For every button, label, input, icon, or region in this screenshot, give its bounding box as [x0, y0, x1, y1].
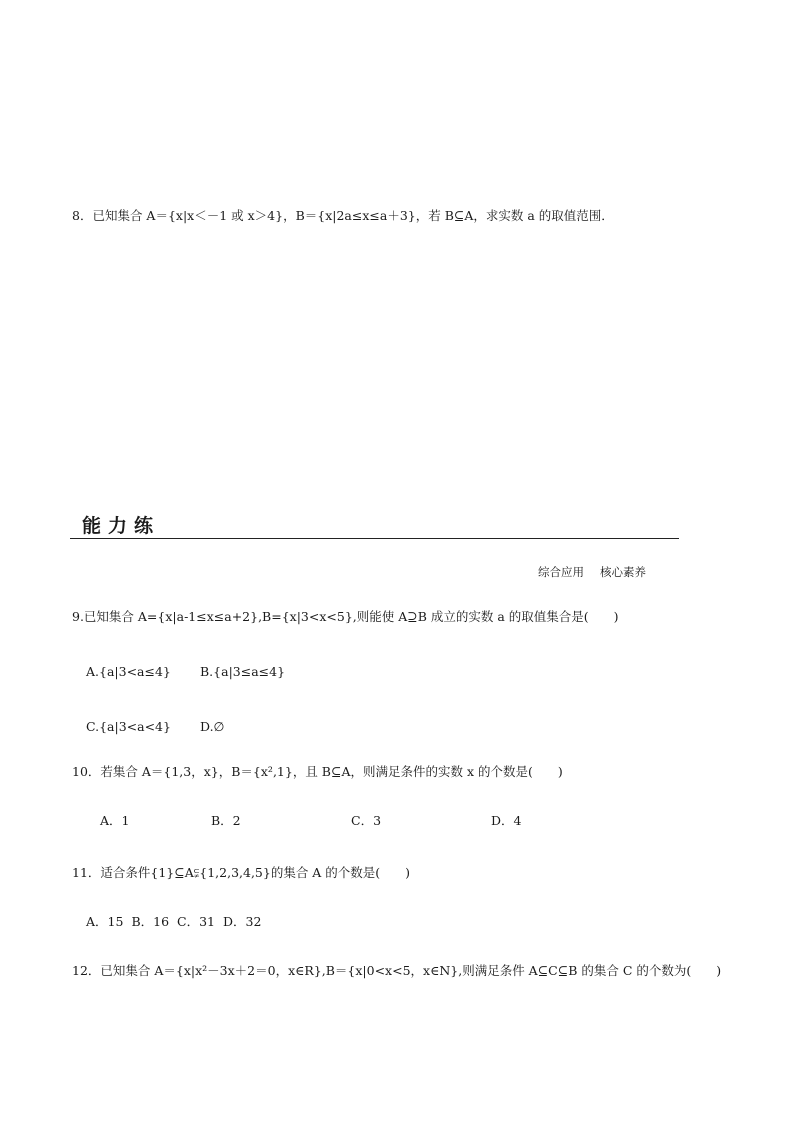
q9-option-d: D.∅ [200, 719, 225, 734]
q10-option-d: D．4 [491, 813, 522, 828]
q10-option-c: C．3 [351, 813, 382, 828]
question-12-stem: 12．已知集合 A＝{x|x²－3x＋2＝0，x∈R},B＝{x|0<x<5，x∈N},则满足条件 A⊆C⊆B 的集合 C 的个数为( ) [72, 963, 722, 978]
q9-option-b: B.{a|3≤a≤4} [200, 664, 286, 679]
q11-option-d: D．32 [223, 914, 262, 929]
q11-option-c: C．31 [177, 914, 216, 929]
question-10-stem: 10．若集合 A＝{1,3，x}，B＝{x²,1}，且 B⊆A，则满足条件的实数 x 的个数是( ) [72, 764, 563, 779]
section-divider [70, 538, 679, 539]
question-9-stem: 9.已知集合 A={x|a-1≤x≤a+2},B={x|3<x<5},则能使 A⊇B 成立的实数 a 的取值集合是( ) [72, 609, 619, 624]
tag-comprehensive-application: 综合应用 [538, 565, 584, 579]
section-heading: 能力练 [82, 515, 161, 537]
q9-option-a: A.{a|3<a≤4} [86, 664, 171, 679]
q11-option-a: A．15 [86, 914, 124, 929]
question-10-options [100, 813, 631, 829]
q10-option-a: A．1 [100, 813, 130, 828]
question-8: 8．已知集合 A＝{x|x＜－1 或 x＞4}，B＝{x|2a≤x≤a＋3}，若 B⊆A，求实数 a 的取值范围． [72, 208, 614, 223]
section-tags [538, 564, 646, 580]
q9-option-c: C.{a|3<a<4} [86, 719, 171, 734]
question-11-options [86, 914, 269, 930]
q11-option-b: B．16 [131, 914, 170, 929]
tag-core-literacy: 核心素养 [600, 565, 646, 579]
q10-option-b: B．2 [211, 813, 241, 828]
question-9-options-row-1 [86, 664, 285, 680]
question-9-options-row-2 [86, 719, 224, 735]
question-11-stem: 11．适合条件{1}⊆A⫋{1,2,3,4,5}的集合 A 的个数是( ) [72, 865, 411, 880]
